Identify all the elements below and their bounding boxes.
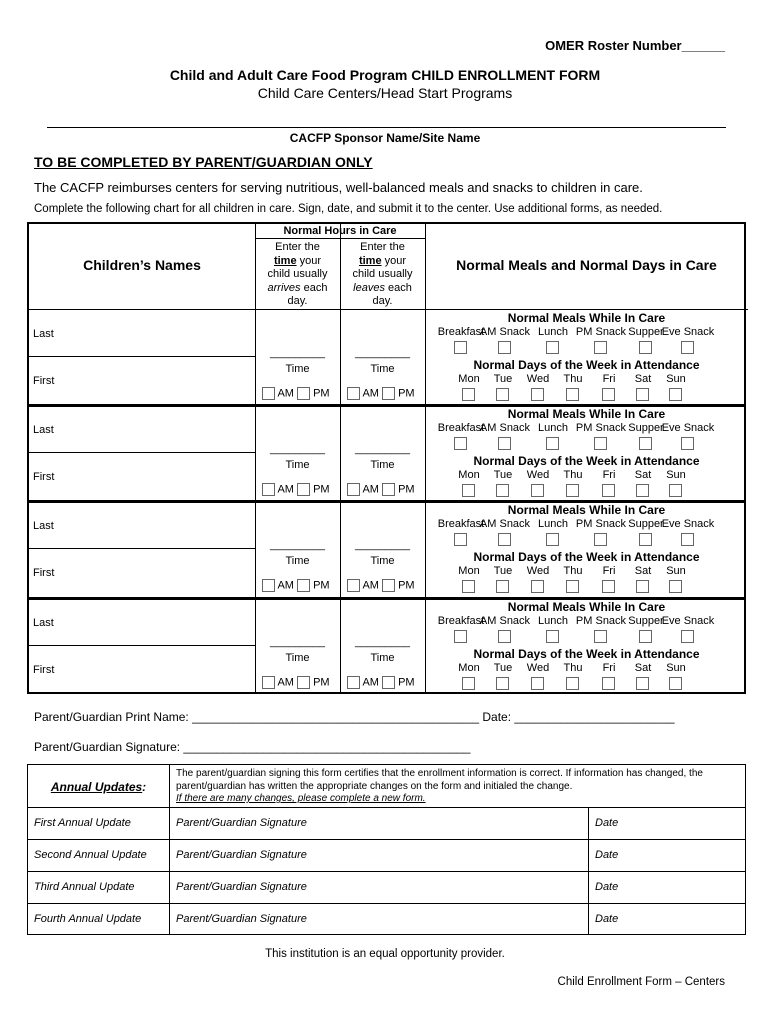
leave-time-label: Time <box>370 555 395 567</box>
meal-label: Breakfast <box>437 615 485 627</box>
last-name-label: Last <box>33 424 54 436</box>
meal-label: Eve Snack <box>661 518 715 530</box>
meal-label: Supper <box>628 422 664 434</box>
day-checkbox[interactable] <box>669 580 682 593</box>
day-checkbox[interactable] <box>462 388 475 401</box>
meal-checkbox[interactable] <box>681 630 694 643</box>
last-name-field[interactable] <box>33 406 251 451</box>
meal-checkbox[interactable] <box>681 533 694 546</box>
hours-header: Normal Hours in Care <box>283 225 397 237</box>
day-label: Mon <box>458 565 480 577</box>
day-label: Tue <box>493 469 513 481</box>
days-title: Normal Days of the Week in Attendance <box>473 358 700 372</box>
arrive-time-label: Time <box>285 555 310 567</box>
meal-checkbox[interactable] <box>498 533 511 546</box>
meal-label: Lunch <box>538 615 568 627</box>
day-label: Sun <box>666 662 686 674</box>
day-label: Mon <box>458 662 480 674</box>
arrive-time-blank[interactable]: _________ <box>269 443 326 455</box>
meals-title: Normal Meals While In Care <box>507 503 666 517</box>
day-label: Mon <box>458 373 480 385</box>
meal-label: Lunch <box>538 326 568 338</box>
am-checkbox[interactable] <box>262 676 275 689</box>
arrive-time-blank[interactable]: _________ <box>269 636 326 648</box>
meal-checkbox[interactable] <box>639 437 652 450</box>
leave-time-blank[interactable]: _________ <box>354 443 411 455</box>
print-name-line[interactable]: Parent/Guardian Print Name: ___________________________________________ Date: ________________________ <box>34 710 675 724</box>
meal-label: Supper <box>628 615 664 627</box>
arrive-ampm: AM PM <box>262 579 330 592</box>
meals-title: Normal Meals While In Care <box>507 600 666 614</box>
day-checkbox[interactable] <box>566 484 579 497</box>
arrive-ampm: AM PM <box>262 387 330 400</box>
meal-label: PM Snack <box>575 422 627 434</box>
meal-checkbox[interactable] <box>498 437 511 450</box>
arrive-instruction: Enter the time your child usually arrives each day. <box>267 241 328 307</box>
meal-checkbox[interactable] <box>594 341 607 354</box>
am-checkbox[interactable] <box>262 579 275 592</box>
day-label: Thu <box>563 469 583 481</box>
meal-checkbox[interactable] <box>454 437 467 450</box>
leave-time-label: Time <box>370 363 395 375</box>
day-checkbox[interactable] <box>531 388 544 401</box>
arrive-time-blank[interactable]: _________ <box>269 539 326 551</box>
sponsor-label: CACFP Sponsor Name/Site Name <box>289 131 481 145</box>
day-label: Fri <box>602 662 616 674</box>
pm-checkbox[interactable] <box>297 387 310 400</box>
leave-ampm: AM PM <box>347 676 415 689</box>
day-label: Fri <box>602 469 616 481</box>
meal-checkbox[interactable] <box>454 533 467 546</box>
day-label: Sat <box>634 662 652 674</box>
meal-label: PM Snack <box>575 326 627 338</box>
annual-signature-label[interactable]: Parent/Guardian Signature <box>176 913 307 925</box>
day-checkbox[interactable] <box>602 580 615 593</box>
day-checkbox[interactable] <box>566 580 579 593</box>
day-checkbox[interactable] <box>496 677 509 690</box>
annual-updates-title: Annual Updates: <box>50 780 147 794</box>
meal-label: AM Snack <box>479 326 531 338</box>
days-title: Normal Days of the Week in Attendance <box>473 550 700 564</box>
day-label: Sat <box>634 373 652 385</box>
day-checkbox[interactable] <box>531 484 544 497</box>
am-checkbox[interactable] <box>347 579 360 592</box>
day-checkbox[interactable] <box>602 484 615 497</box>
meal-checkbox[interactable] <box>546 437 559 450</box>
day-checkbox[interactable] <box>636 484 649 497</box>
day-checkbox[interactable] <box>462 677 475 690</box>
meal-label: Eve Snack <box>661 326 715 338</box>
pm-checkbox[interactable] <box>297 676 310 689</box>
meal-label: PM Snack <box>575 518 627 530</box>
first-name-field[interactable] <box>33 647 251 692</box>
meal-checkbox[interactable] <box>681 437 694 450</box>
first-name-label: First <box>33 375 55 387</box>
annual-update-label: Fourth Annual Update <box>34 913 142 925</box>
leave-time-label: Time <box>370 459 395 471</box>
form-name: Child Enrollment Form – Centers <box>557 976 725 988</box>
days-title: Normal Days of the Week in Attendance <box>473 647 700 661</box>
annual-signature-label[interactable]: Parent/Guardian Signature <box>176 817 307 829</box>
meal-checkbox[interactable] <box>546 341 559 354</box>
day-checkbox[interactable] <box>636 677 649 690</box>
day-label: Fri <box>602 373 616 385</box>
annual-update-label: Third Annual Update <box>34 881 135 893</box>
day-label: Wed <box>526 565 550 577</box>
first-name-field[interactable] <box>33 454 251 499</box>
day-label: Fri <box>602 565 616 577</box>
annual-update-label: Second Annual Update <box>34 849 147 861</box>
day-checkbox[interactable] <box>669 484 682 497</box>
leave-ampm: AM PM <box>347 483 415 496</box>
day-checkbox[interactable] <box>462 580 475 593</box>
meal-label: Breakfast <box>437 326 485 338</box>
days-title: Normal Days of the Week in Attendance <box>473 454 700 468</box>
meal-checkbox[interactable] <box>546 630 559 643</box>
arrive-time-label: Time <box>285 363 310 375</box>
day-label: Wed <box>526 662 550 674</box>
meal-checkbox[interactable] <box>546 533 559 546</box>
leave-ampm: AM PM <box>347 579 415 592</box>
am-checkbox[interactable] <box>347 676 360 689</box>
day-checkbox[interactable] <box>496 580 509 593</box>
day-checkbox[interactable] <box>602 388 615 401</box>
first-name-label: First <box>33 471 55 483</box>
last-name-field[interactable] <box>33 310 251 355</box>
meal-checkbox[interactable] <box>639 341 652 354</box>
day-label: Sun <box>666 565 686 577</box>
day-checkbox[interactable] <box>531 677 544 690</box>
day-checkbox[interactable] <box>496 484 509 497</box>
day-checkbox[interactable] <box>636 580 649 593</box>
annual-date-label[interactable]: Date <box>595 849 619 861</box>
meal-label: AM Snack <box>479 518 531 530</box>
day-label: Thu <box>563 565 583 577</box>
first-name-field[interactable] <box>33 358 251 403</box>
day-checkbox[interactable] <box>531 580 544 593</box>
annual-updates-table <box>27 764 746 935</box>
leave-time-blank[interactable]: _________ <box>354 347 411 359</box>
last-name-field[interactable] <box>33 502 251 547</box>
meal-label: Breakfast <box>437 518 485 530</box>
leave-instruction: Enter the time your child usually leaves each day. <box>352 241 413 307</box>
meal-label: PM Snack <box>575 615 627 627</box>
last-name-label: Last <box>33 520 54 532</box>
last-name-label: Last <box>33 328 54 340</box>
arrive-time-blank[interactable]: _________ <box>269 347 326 359</box>
am-checkbox[interactable] <box>347 483 360 496</box>
day-label: Sat <box>634 469 652 481</box>
meal-label: Lunch <box>538 422 568 434</box>
pm-checkbox[interactable] <box>382 387 395 400</box>
last-name-field[interactable] <box>33 599 251 644</box>
first-name-field[interactable] <box>33 550 251 595</box>
meal-label: Supper <box>628 326 664 338</box>
meal-label: Lunch <box>538 518 568 530</box>
annual-update-label: First Annual Update <box>34 817 131 829</box>
annual-date-label[interactable]: Date <box>595 913 619 925</box>
meal-checkbox[interactable] <box>639 630 652 643</box>
day-checkbox[interactable] <box>462 484 475 497</box>
meals-title: Normal Meals While In Care <box>507 311 666 325</box>
meal-checkbox[interactable] <box>639 533 652 546</box>
meal-checkbox[interactable] <box>498 630 511 643</box>
childrens-names-header: Children’s Names <box>83 257 201 273</box>
day-checkbox[interactable] <box>669 677 682 690</box>
instructions-text: Complete the following chart for all children in care. Sign, date, and submit it to the center. Use additional forms, as needed. <box>34 203 663 215</box>
meals-title: Normal Meals While In Care <box>507 407 666 421</box>
sponsor-name-line[interactable] <box>47 116 726 128</box>
day-label: Wed <box>526 469 550 481</box>
pm-checkbox[interactable] <box>297 483 310 496</box>
day-checkbox[interactable] <box>566 677 579 690</box>
pm-checkbox[interactable] <box>382 676 395 689</box>
meal-checkbox[interactable] <box>594 533 607 546</box>
first-name-label: First <box>33 567 55 579</box>
arrive-ampm: AM PM <box>262 676 330 689</box>
meal-label: Supper <box>628 518 664 530</box>
meal-label: Eve Snack <box>661 422 715 434</box>
day-label: Sun <box>666 373 686 385</box>
day-checkbox[interactable] <box>669 388 682 401</box>
day-checkbox[interactable] <box>566 388 579 401</box>
annual-signature-label[interactable]: Parent/Guardian Signature <box>176 849 307 861</box>
last-name-label: Last <box>33 617 54 629</box>
day-label: Thu <box>563 662 583 674</box>
meals-days-header: Normal Meals and Normal Days in Care <box>456 257 717 273</box>
day-label: Thu <box>563 373 583 385</box>
roster-number: OMER Roster Number______ <box>545 38 725 53</box>
first-name-label: First <box>33 664 55 676</box>
meal-label: AM Snack <box>479 615 531 627</box>
day-label: Tue <box>493 662 513 674</box>
annual-date-label[interactable]: Date <box>595 881 619 893</box>
meal-checkbox[interactable] <box>498 341 511 354</box>
leave-time-blank[interactable]: _________ <box>354 539 411 551</box>
meal-checkbox[interactable] <box>681 341 694 354</box>
pm-checkbox[interactable] <box>297 579 310 592</box>
meal-checkbox[interactable] <box>594 630 607 643</box>
day-label: Wed <box>526 373 550 385</box>
arrive-time-label: Time <box>285 459 310 471</box>
am-checkbox[interactable] <box>262 483 275 496</box>
day-checkbox[interactable] <box>636 388 649 401</box>
leave-ampm: AM PM <box>347 387 415 400</box>
meal-label: Eve Snack <box>661 615 715 627</box>
form-title: Child and Adult Care Food Program CHILD ENROLLMENT FORM <box>169 67 601 83</box>
day-label: Sun <box>666 469 686 481</box>
annual-note: The parent/guardian signing this form certifies that the enrollment information is correct. If information has changed, the parent/guardian has written the appropriate changes on the form and initialed the change. If there are many changes, please complete a new form. <box>176 768 703 804</box>
day-checkbox[interactable] <box>496 388 509 401</box>
meal-checkbox[interactable] <box>454 341 467 354</box>
day-label: Tue <box>493 565 513 577</box>
meal-checkbox[interactable] <box>454 630 467 643</box>
reimburse-text: The CACFP reimburses centers for serving nutritious, well-balanced meals and snacks to children in care. <box>34 180 643 195</box>
pm-checkbox[interactable] <box>382 483 395 496</box>
day-label: Mon <box>458 469 480 481</box>
arrive-time-label: Time <box>285 652 310 664</box>
am-checkbox[interactable] <box>262 387 275 400</box>
enrollment-grid <box>27 222 746 694</box>
equal-opportunity: This institution is an equal opportunity provider. <box>265 948 505 960</box>
meal-label: AM Snack <box>479 422 531 434</box>
signature-line[interactable]: Parent/Guardian Signature: ___________________________________________ <box>34 740 471 754</box>
leave-time-label: Time <box>370 652 395 664</box>
pm-checkbox[interactable] <box>382 579 395 592</box>
day-label: Sat <box>634 565 652 577</box>
annual-date-label[interactable]: Date <box>595 817 619 829</box>
meal-label: Breakfast <box>437 422 485 434</box>
parent-only-heading: TO BE COMPLETED BY PARENT/GUARDIAN ONLY <box>34 154 373 170</box>
day-checkbox[interactable] <box>602 677 615 690</box>
am-checkbox[interactable] <box>347 387 360 400</box>
arrive-ampm: AM PM <box>262 483 330 496</box>
annual-signature-label[interactable]: Parent/Guardian Signature <box>176 881 307 893</box>
day-label: Tue <box>493 373 513 385</box>
meal-checkbox[interactable] <box>594 437 607 450</box>
form-subtitle: Child Care Centers/Head Start Programs <box>257 85 513 101</box>
leave-time-blank[interactable]: _________ <box>354 636 411 648</box>
